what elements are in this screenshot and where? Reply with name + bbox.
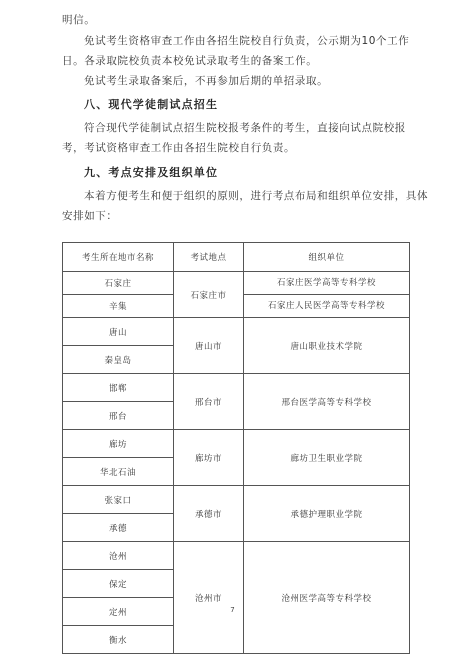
organizer-cell: 沧州医学高等专科学校 bbox=[244, 542, 410, 654]
paragraph-filing: 免试考生录取备案后，不再参加后期的单招录取。 bbox=[84, 75, 329, 87]
table-row bbox=[63, 430, 410, 458]
city-cell: 沧州 bbox=[63, 542, 174, 570]
organizer-name: 石家庄医学高等专科学校 bbox=[276, 278, 376, 288]
paragraph-fragment: 明信。 bbox=[62, 14, 96, 26]
organizer-cell: 唐山职业技术学院 bbox=[244, 318, 410, 374]
organizer-cell: 承德护理职业学院 bbox=[244, 486, 410, 542]
organizer-cell bbox=[244, 272, 410, 318]
paragraph-exam-review-line2: 日。各录取院校负责本校免试录取考生的备案工作。 bbox=[62, 55, 318, 67]
section-heading-9: 九、考点安排及组织单位 bbox=[84, 166, 219, 179]
city-cell: 辛集 bbox=[63, 295, 174, 318]
location-cell: 沧州市 bbox=[174, 542, 244, 654]
location-cell: 廊坊市 bbox=[174, 430, 244, 486]
section-heading-8: 八、现代学徒制试点招生 bbox=[84, 98, 219, 111]
organizer-cell: 邢台医学高等专科学校 bbox=[244, 374, 410, 430]
column-header-city: 考生所在地市名称 bbox=[63, 243, 174, 272]
column-header-organizer: 组织单位 bbox=[244, 243, 410, 272]
table-row bbox=[63, 318, 410, 346]
city-cell: 衡水 bbox=[63, 626, 174, 654]
paragraph-exam-review-line1: 免试考生资格审查工作由各招生院校自行负责，公示期为10个工作 bbox=[84, 35, 410, 47]
city-cell: 保定 bbox=[63, 570, 174, 598]
city-cell: 定州 bbox=[63, 598, 174, 626]
city-cell: 邢台 bbox=[63, 402, 174, 430]
city-cell: 石家庄 bbox=[63, 272, 174, 295]
paragraph-arrangement-line2: 安排如下： bbox=[62, 210, 118, 222]
paragraph-arrangement-line1: 本着方便考生和便于组织的原则，进行考点布局和组织单位安排，具体 bbox=[84, 190, 429, 202]
exam-site-table bbox=[62, 242, 410, 654]
city-cell: 唐山 bbox=[63, 318, 174, 346]
table-row bbox=[63, 374, 410, 402]
location-cell: 石家庄市 bbox=[174, 272, 244, 318]
organizer-cell: 廊坊卫生职业学院 bbox=[244, 430, 410, 486]
city-cell: 张家口 bbox=[63, 486, 174, 514]
location-cell: 承德市 bbox=[174, 486, 244, 542]
organizer-name: 石家庄人民医学高等专科学校 bbox=[244, 294, 409, 317]
city-cell: 承德 bbox=[63, 514, 174, 542]
table-row bbox=[63, 486, 410, 514]
paragraph-apprentice-line1: 符合现代学徒制试点招生院校报考条件的考生，直接向试点院校报 bbox=[84, 122, 406, 134]
city-cell: 秦皇岛 bbox=[63, 346, 174, 374]
table-row bbox=[63, 542, 410, 570]
paragraph-apprentice-line2: 考，考试资格审查工作由各招生院校自行负责。 bbox=[62, 142, 296, 154]
location-cell: 邢台市 bbox=[174, 374, 244, 430]
column-header-location: 考试地点 bbox=[174, 243, 244, 272]
table-row bbox=[63, 272, 410, 295]
table-header-row bbox=[63, 243, 410, 272]
city-cell: 邯郸 bbox=[63, 374, 174, 402]
location-cell: 唐山市 bbox=[174, 318, 244, 374]
page-number: 7 bbox=[230, 606, 235, 614]
city-cell: 廊坊 bbox=[63, 430, 174, 458]
city-cell: 华北石油 bbox=[63, 458, 174, 486]
